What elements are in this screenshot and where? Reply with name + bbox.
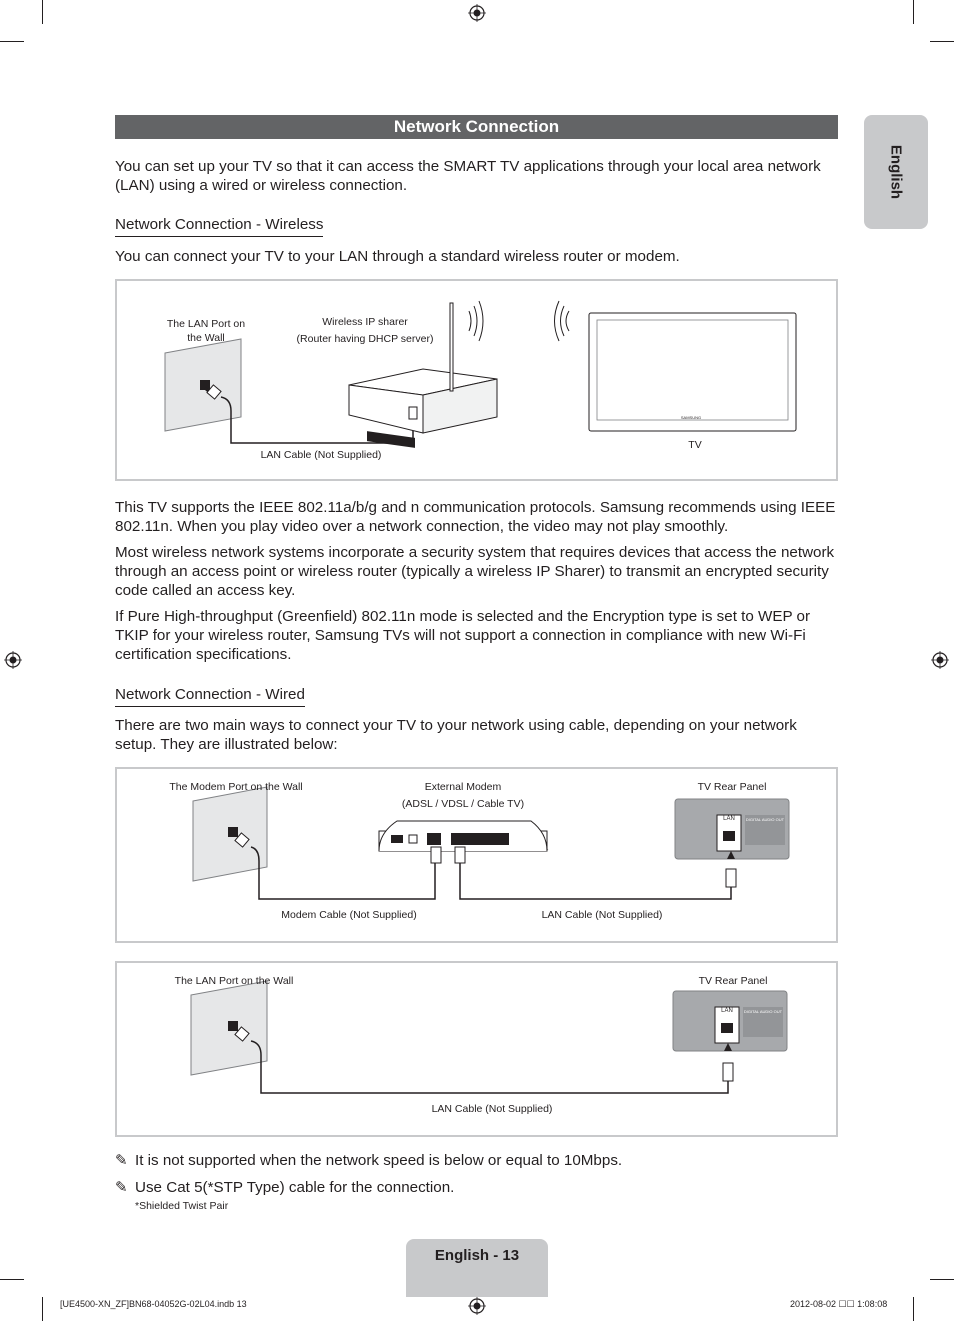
crop-mark [913,1297,914,1321]
wireless-diagram-art [117,281,836,479]
wired-heading [115,685,305,707]
intro-text: You can set up your TV so that it can access the SMART TV applications through your local area network (LAN) using a wired or wireless connection. [115,158,821,194]
external-modem-label-2: (ADSL / VDSL / Cable TV) [401,798,525,810]
note-item [115,1178,454,1197]
crop-mark [913,0,914,24]
tv-rear-panel-label: TV Rear Panel [697,781,767,793]
crop-mark [930,1279,954,1280]
footnote: *Shielded Twist Pair [135,1200,229,1212]
language-tab-label: English [887,144,905,200]
wireless-heading [115,215,323,237]
wireless-text: You can connect your TV to your LAN through a standard wireless router or modem. [115,248,680,265]
note-item [115,1151,622,1170]
audio-jack-label: DIGITAL AUDIO OUT [745,817,785,822]
audio-jack-label: DIGITAL AUDIO OUT [743,1009,783,1014]
tv-label: TV [688,439,702,451]
crop-mark [0,41,24,42]
note-text: It is not supported when the network speed is below or equal to 10Mbps. [135,1152,623,1169]
external-modem-label-1: External Modem [424,781,502,793]
crop-mark [0,1279,24,1280]
page-number-tab [406,1239,548,1297]
note-text: Use Cat 5(*STP Type) cable for the connection. [135,1179,455,1196]
wireless-heading-text: Network Connection - Wireless [115,215,323,237]
registration-mark-icon [931,651,949,669]
wireless-para-2: Most wireless network systems incorporate a security system that requires devices that access the network through an access point or wireless router (typically a wireless IP Sharer) to transmit an encrypted security code called an access key. [115,544,835,599]
wired-heading-text: Network Connection - Wired [115,685,305,707]
crop-mark [930,41,954,42]
lan-cable-label: LAN Cable (Not Supplied) [260,449,382,461]
pencil-icon: ✎ [115,1179,128,1196]
lan-port-label: The LAN Port on the Wall [174,975,294,987]
wired-diagram-modem [115,767,838,943]
registration-mark-icon [468,1297,486,1315]
section-title: Network Connection [115,115,838,139]
wireless-diagram [115,279,838,481]
sharer-label-1: Wireless IP sharer [322,316,408,328]
crop-mark [42,0,43,24]
modem-cable-label: Modem Cable (Not Supplied) [281,909,417,921]
lan-cable-label: LAN Cable (Not Supplied) [541,909,663,921]
sharer-label-2: (Router having DHCP server) [296,333,434,345]
slug-file-info: [UE4500-XN_ZF]BN68-04052G-02L04.indb 13 [60,1299,247,1309]
tv-brand-label: SAMSUNG [680,415,702,420]
language-tab [864,115,928,229]
wireless-para-1: This TV supports the IEEE 802.11a/b/g and n communication protocols. Samsung recommends using IEEE 802.11n. When you play video over a network connection, the video may not play smoothly. [115,499,836,535]
lan-cable-label: LAN Cable (Not Supplied) [431,1103,553,1115]
lan-port-label: The LAN Port on the Wall [166,318,246,344]
wired-diagram-lan [115,961,838,1137]
registration-mark-icon [468,4,486,22]
wired-text: There are two main ways to connect your TV to your network using cable, depending on your network setup. They are illustrated below: [115,717,797,753]
slug-timestamp: 2012-08-02 ☐☐ 1:08:08 [790,1299,888,1309]
registration-mark-icon [4,651,22,669]
page-number: English - 13 [434,1247,520,1264]
lan-jack-label: LAN [723,816,735,822]
pencil-icon: ✎ [115,1152,128,1169]
modem-port-label: The Modem Port on the Wall [169,781,303,793]
tv-rear-panel-label: TV Rear Panel [698,975,768,987]
crop-mark [42,1297,43,1321]
wireless-para-3: If Pure High-throughput (Greenfield) 802.11n mode is selected and the Encryption type is set to WEP or TKIP for your wireless router, Samsung TVs will not support a connection in compliance with new Wi-Fi certification specifications. [115,608,811,663]
lan-jack-label: LAN [721,1008,733,1014]
